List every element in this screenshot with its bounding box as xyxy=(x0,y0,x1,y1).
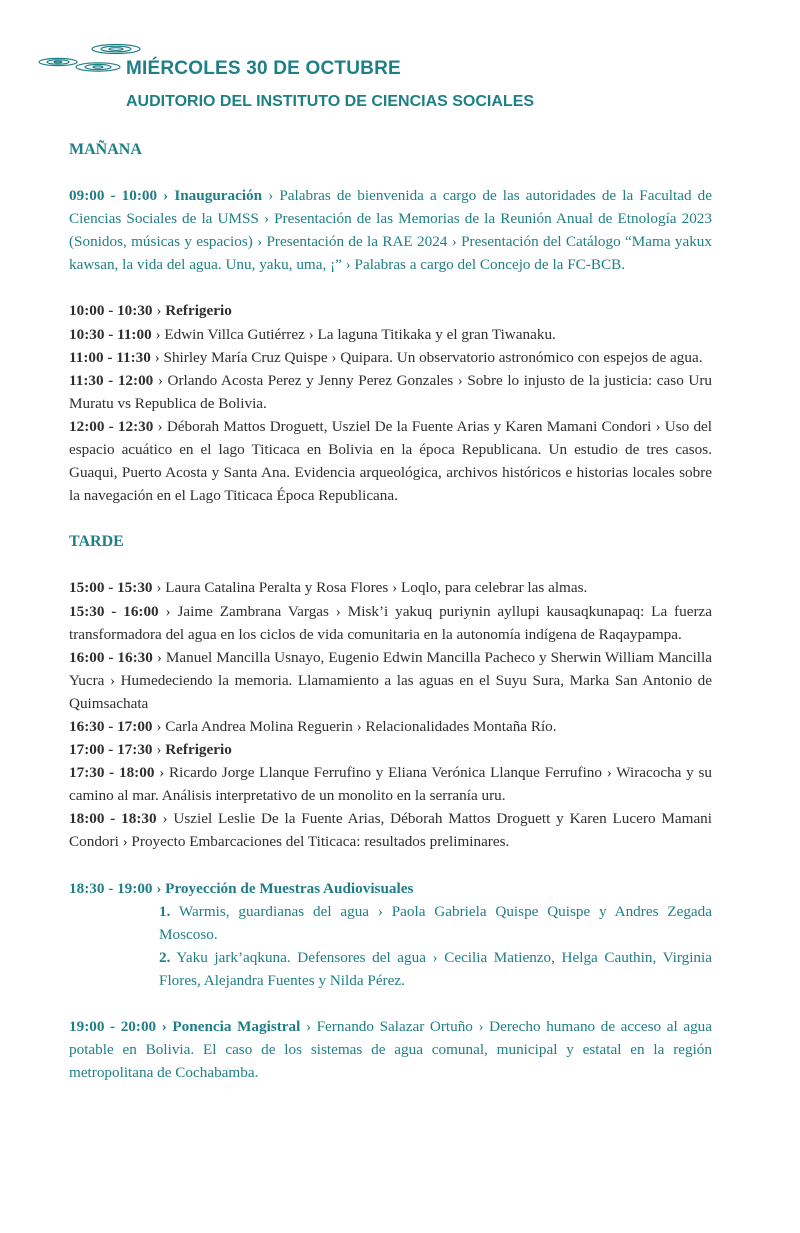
schedule-item xyxy=(69,738,712,761)
schedule-time: 17:30 - 18:00 xyxy=(69,764,155,782)
schedule-description: Usziel Leslie De la Fuente Arias, Déborah Mattos Droguett y Karen Lucero Mamani Condori › Proyecto Embarcaciones del Titicaca: resultados preliminares. xyxy=(69,810,712,851)
schedule-item xyxy=(69,761,712,807)
schedule-separator: › xyxy=(153,371,168,389)
schedule-time: 11:00 - 11:30 xyxy=(69,348,151,366)
film-description: Yaku jark’aqkuna. Defensores del agua › Cecilia Matienzo, Helga Cauthin, Virginia Flores, Alejandra Fuentes y Nilda Pérez. xyxy=(159,948,712,989)
schedule-description: Orlando Acosta Perez y Jenny Perez Gonzales › Sobre lo injusto de la justicia: caso Uru Muratu vs Republica de Bolivia. xyxy=(69,371,712,412)
program-body xyxy=(69,138,712,1084)
schedule-separator: › xyxy=(154,764,169,782)
keynote-session xyxy=(69,1015,712,1084)
keynote-text: › Fernando Salazar Ortuño › Derecho humano de acceso al agua potable en Bolivia. El caso de los sistemas de agua comunal, municipal y estatal en la región metropolitana de Cochabamba. xyxy=(69,1018,712,1082)
schedule-time: 15:00 - 15:30 xyxy=(69,579,153,597)
schedule-item xyxy=(69,600,712,646)
keynote-time: 19:00 - 20:00 › xyxy=(69,1018,167,1035)
schedule-item xyxy=(69,646,712,715)
opening-text: › Palabras de bienvenida a cargo de las autoridades de la Facultad de Ciencias Sociales de la UMSS › Presentación de las Memorias de la Reunión Anual de Etnología 2023 (Sonidos, músicas y espacios) › Presentación de la RAE 2024 › Presentación del Catálogo “Mama yakux kawsan, la vida del agua. Unu, yaku, uma, ¡” › Palabras a cargo del Concejo de la FC-BCB. xyxy=(69,187,712,274)
keynote-label: Ponencia Magistral xyxy=(172,1018,301,1035)
schedule-separator: › xyxy=(152,741,166,759)
break-label: Refrigerio xyxy=(165,741,232,759)
break-label: Refrigerio xyxy=(165,302,232,320)
film-number: 2. xyxy=(159,948,171,966)
schedule-item xyxy=(69,323,712,346)
schedule-description: Shirley María Cruz Quispe › Quipara. Un observatorio astronómico con espejos de agua. xyxy=(163,348,703,366)
schedule-separator: › xyxy=(151,325,165,343)
schedule-separator: › xyxy=(158,602,178,620)
schedule-item xyxy=(69,369,712,415)
schedule-item xyxy=(69,576,712,599)
schedule-time: 10:30 - 11:00 xyxy=(69,325,152,343)
opening-time: 09:00 - 10:00 › xyxy=(69,187,169,205)
schedule-separator: › xyxy=(152,302,166,320)
screening-session xyxy=(69,877,712,900)
schedule-time: 16:30 - 17:00 xyxy=(69,717,153,735)
schedule-description: Edwin Villca Gutiérrez › La laguna Titikaka y el gran Tiwanaku. xyxy=(164,325,556,343)
schedule-item xyxy=(69,346,712,369)
schedule-separator: › xyxy=(150,348,164,366)
film-description: Warmis, guardianas del agua › Paola Gabriela Quispe Quispe y Andres Zegada Moscoso. xyxy=(159,902,712,943)
afternoon-schedule xyxy=(69,576,712,853)
schedule-description: Jaime Zambrana Vargas › Misk’i yakuq puriynin ayllupi kausaqkunapaq: La fuerza transformadora del agua en los ciclos de vida comunitaria en la autonomía indígena de Raqaypampa. xyxy=(69,602,712,643)
opening-label: Inauguración xyxy=(174,187,263,205)
schedule-separator: › xyxy=(152,717,166,735)
schedule-description: Déborah Mattos Droguett, Usziel De la Fuente Arias y Karen Mamani Condori › Uso del espacio acuático en el lago Titicaca en Bolivia en la época Republicana. Un estudio de tres casos. Guaqui, Puerto Acosta y Santa Ana. Evidencia arqueológica, archivos históricos e historias locales sobre la navegación en el Lago Titicaca Época Republicana. xyxy=(69,417,713,505)
schedule-time: 17:00 - 17:30 xyxy=(69,741,153,759)
morning-schedule xyxy=(69,299,712,507)
film-number: 1. xyxy=(159,902,171,920)
section-title-morning: MAÑANA xyxy=(69,141,142,158)
schedule-time: 15:30 - 16:00 xyxy=(69,602,159,620)
schedule-description: Carla Andrea Molina Reguerin › Relacionalidades Montaña Río. xyxy=(165,717,557,735)
schedule-separator: › xyxy=(156,810,174,828)
film-item xyxy=(159,900,712,946)
section-title-afternoon: TARDE xyxy=(69,533,124,551)
schedule-description: Laura Catalina Peralta y Rosa Flores › Loqlo, para celebrar las almas. xyxy=(165,579,588,597)
schedule-separator: › xyxy=(153,417,167,435)
event-date: MIÉRCOLES 30 DE OCTUBRE xyxy=(126,58,401,79)
schedule-description: Ricardo Jorge Llanque Ferrufino y Eliana Verónica Llanque Ferrufino › Wiracocha y su camino al mar. Análisis interpretativo de un monolito en la serranía uru. xyxy=(69,764,712,805)
event-venue: AUDITORIO DEL INSTITUTO DE CIENCIAS SOCIALES xyxy=(126,93,535,110)
schedule-separator: › xyxy=(152,579,166,597)
schedule-description: Manuel Mancilla Usnayo, Eugenio Edwin Mancilla Pacheco y Sherwin William Mancilla Yucra › Humedeciendo la memoria. Llamamiento a las aguas en el Suyu Sura, Marka San Antonio de Quimsachata xyxy=(69,648,712,712)
schedule-time: 16:00 - 16:30 xyxy=(69,648,153,666)
schedule-item xyxy=(69,715,712,738)
schedule-time: 11:30 - 12:00 xyxy=(69,371,154,389)
schedule-item xyxy=(69,807,712,853)
screening-label: Proyección de Muestras Audiovisuales xyxy=(165,879,414,897)
schedule-time: 12:00 - 12:30 xyxy=(69,417,154,435)
opening-session xyxy=(69,184,712,276)
schedule-item xyxy=(69,299,712,322)
film-list xyxy=(69,900,712,992)
schedule-separator: › xyxy=(152,648,166,666)
schedule-item xyxy=(69,415,712,507)
schedule-time: 10:00 - 10:30 xyxy=(69,302,153,320)
film-item xyxy=(159,946,712,992)
screening-time: 18:30 - 19:00 › xyxy=(69,879,162,897)
schedule-time: 18:00 - 18:30 xyxy=(69,810,157,828)
